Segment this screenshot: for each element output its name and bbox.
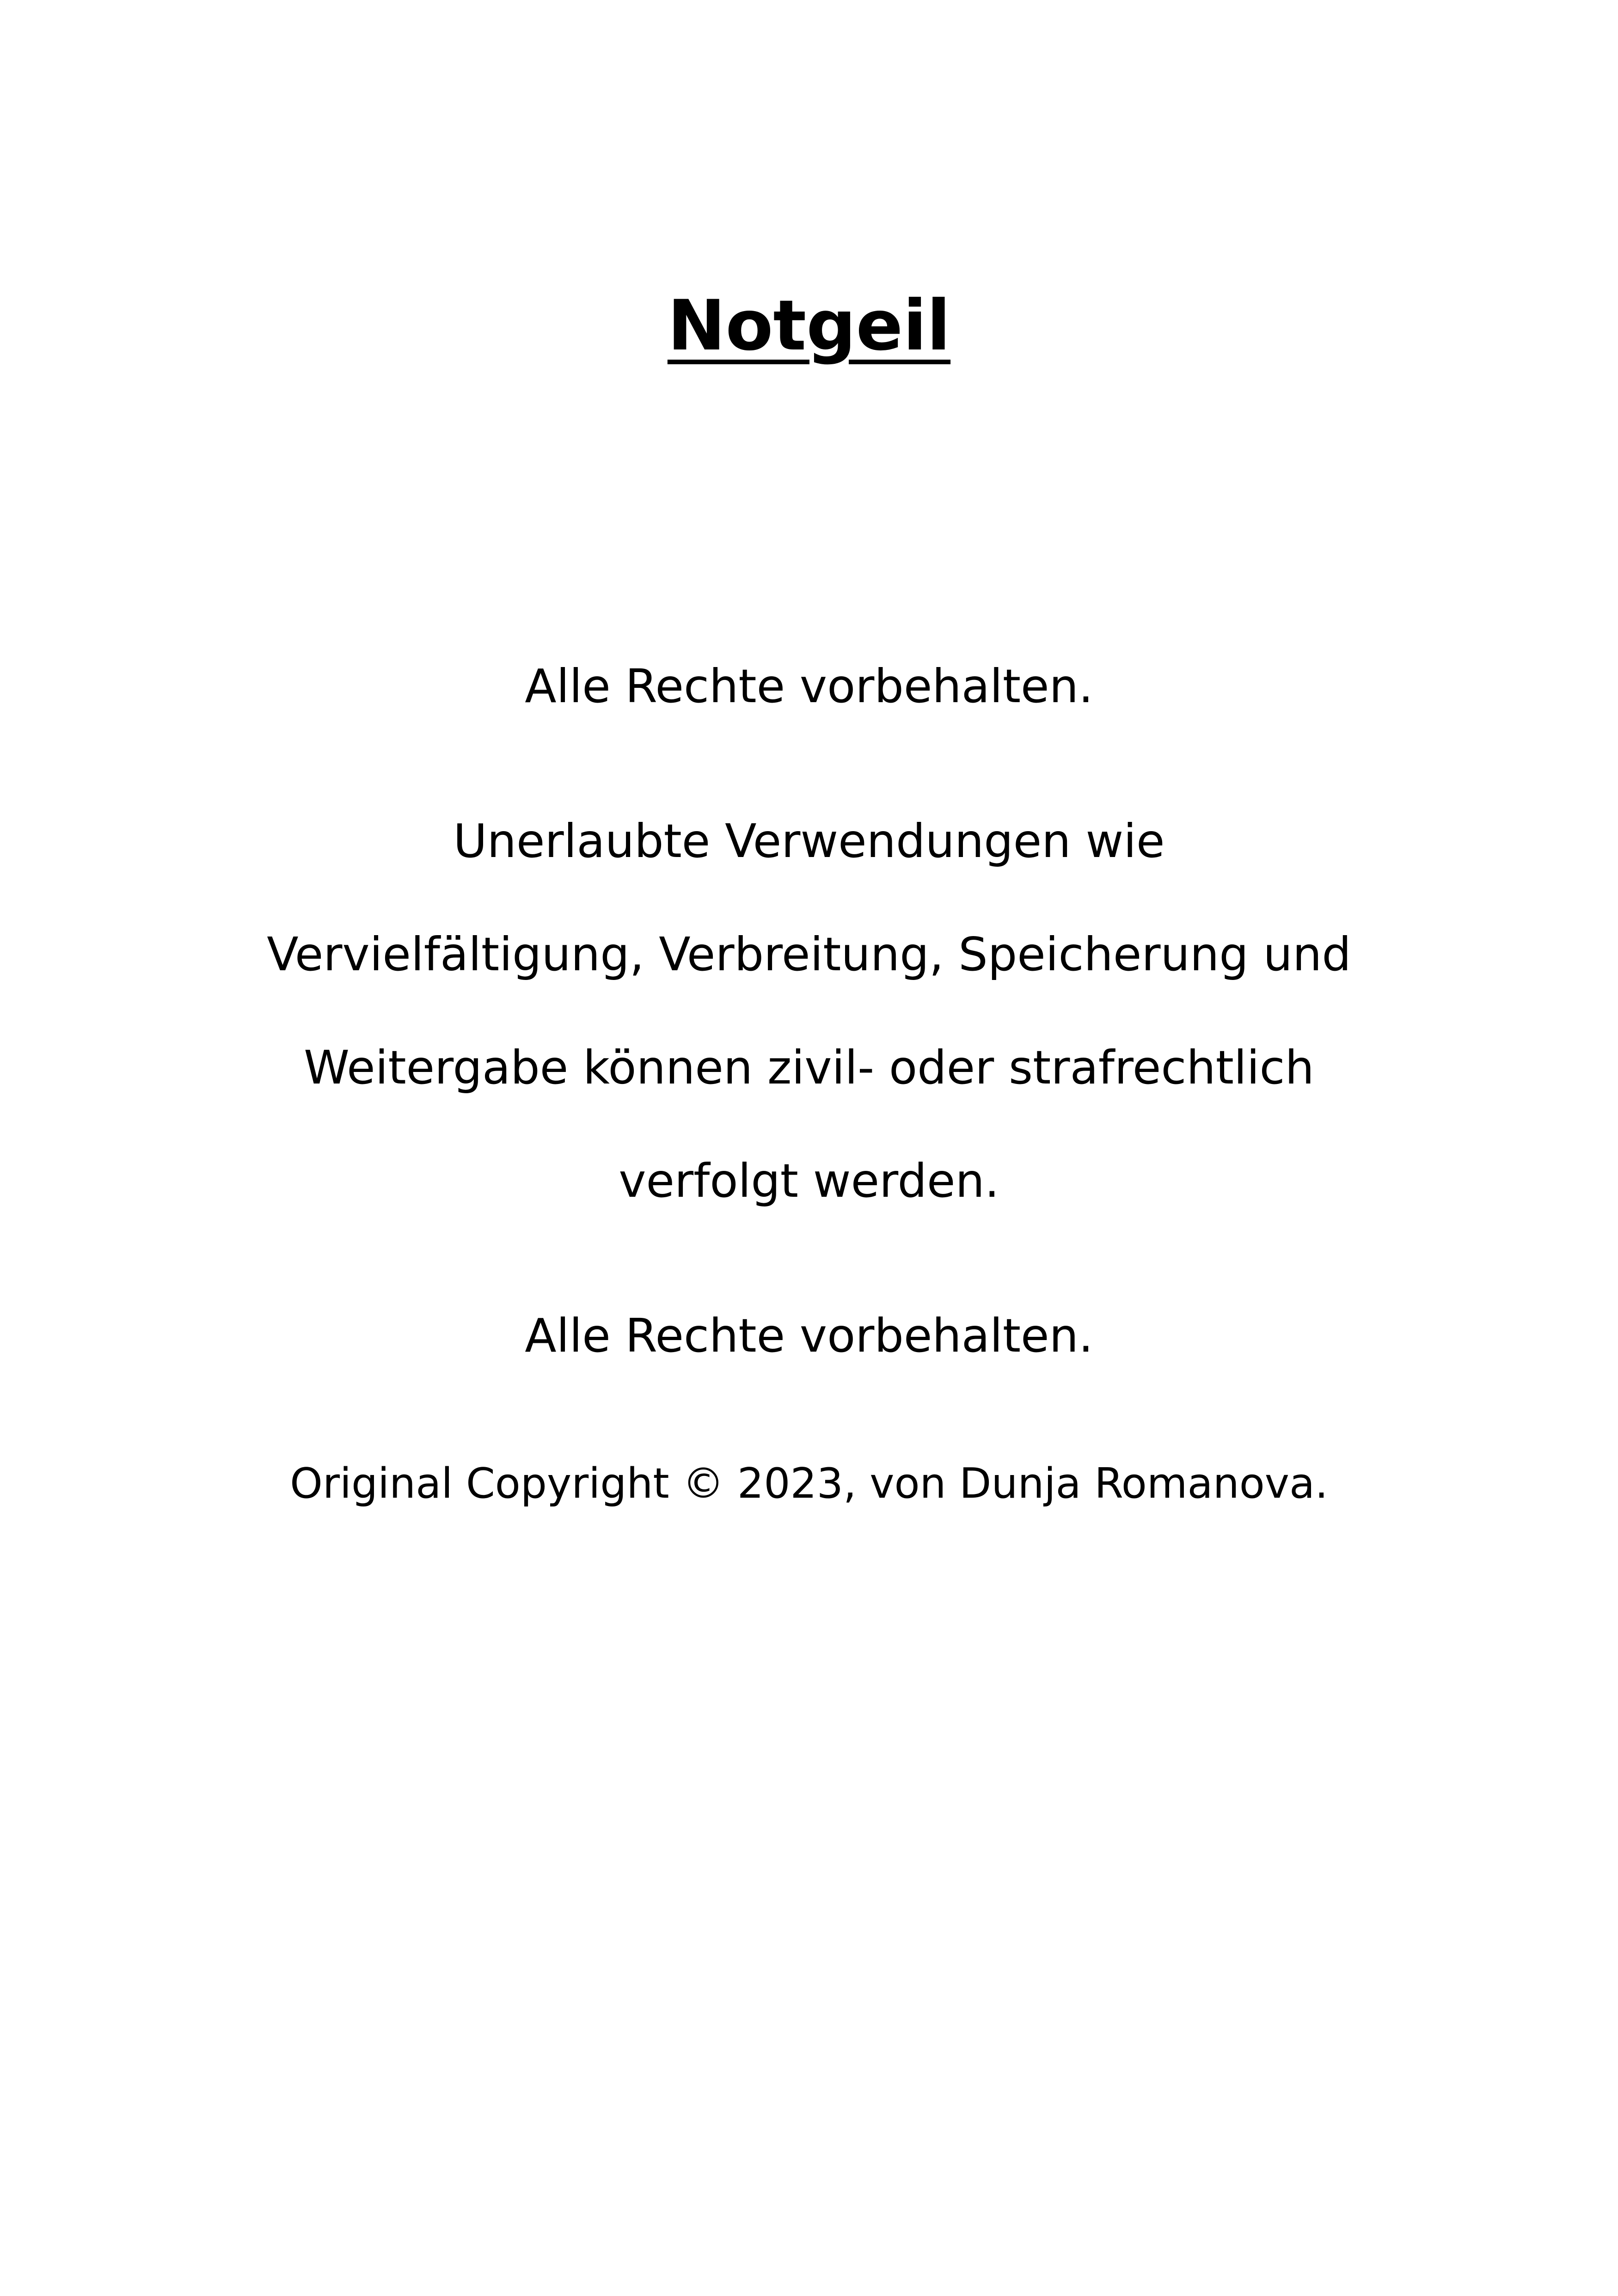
warning-line-2: Vervielfältigung, Verbreitung, Speicherung und bbox=[267, 927, 1351, 981]
rights-notice-repeat: Alle Rechte vorbehalten. bbox=[525, 1309, 1093, 1363]
warning-line-3: Weitergabe können zivil- oder strafrechtlich bbox=[304, 1041, 1314, 1095]
copyright-line: Original Copyright © 2023, von Dunja Romanova. bbox=[290, 1459, 1328, 1508]
warning-line-1: Unerlaubte Verwendungen wie bbox=[453, 814, 1165, 868]
warning-line-4: verfolgt werden. bbox=[619, 1154, 999, 1208]
rights-notice: Alle Rechte vorbehalten. bbox=[525, 659, 1093, 713]
page-title: Notgeil bbox=[667, 286, 951, 366]
